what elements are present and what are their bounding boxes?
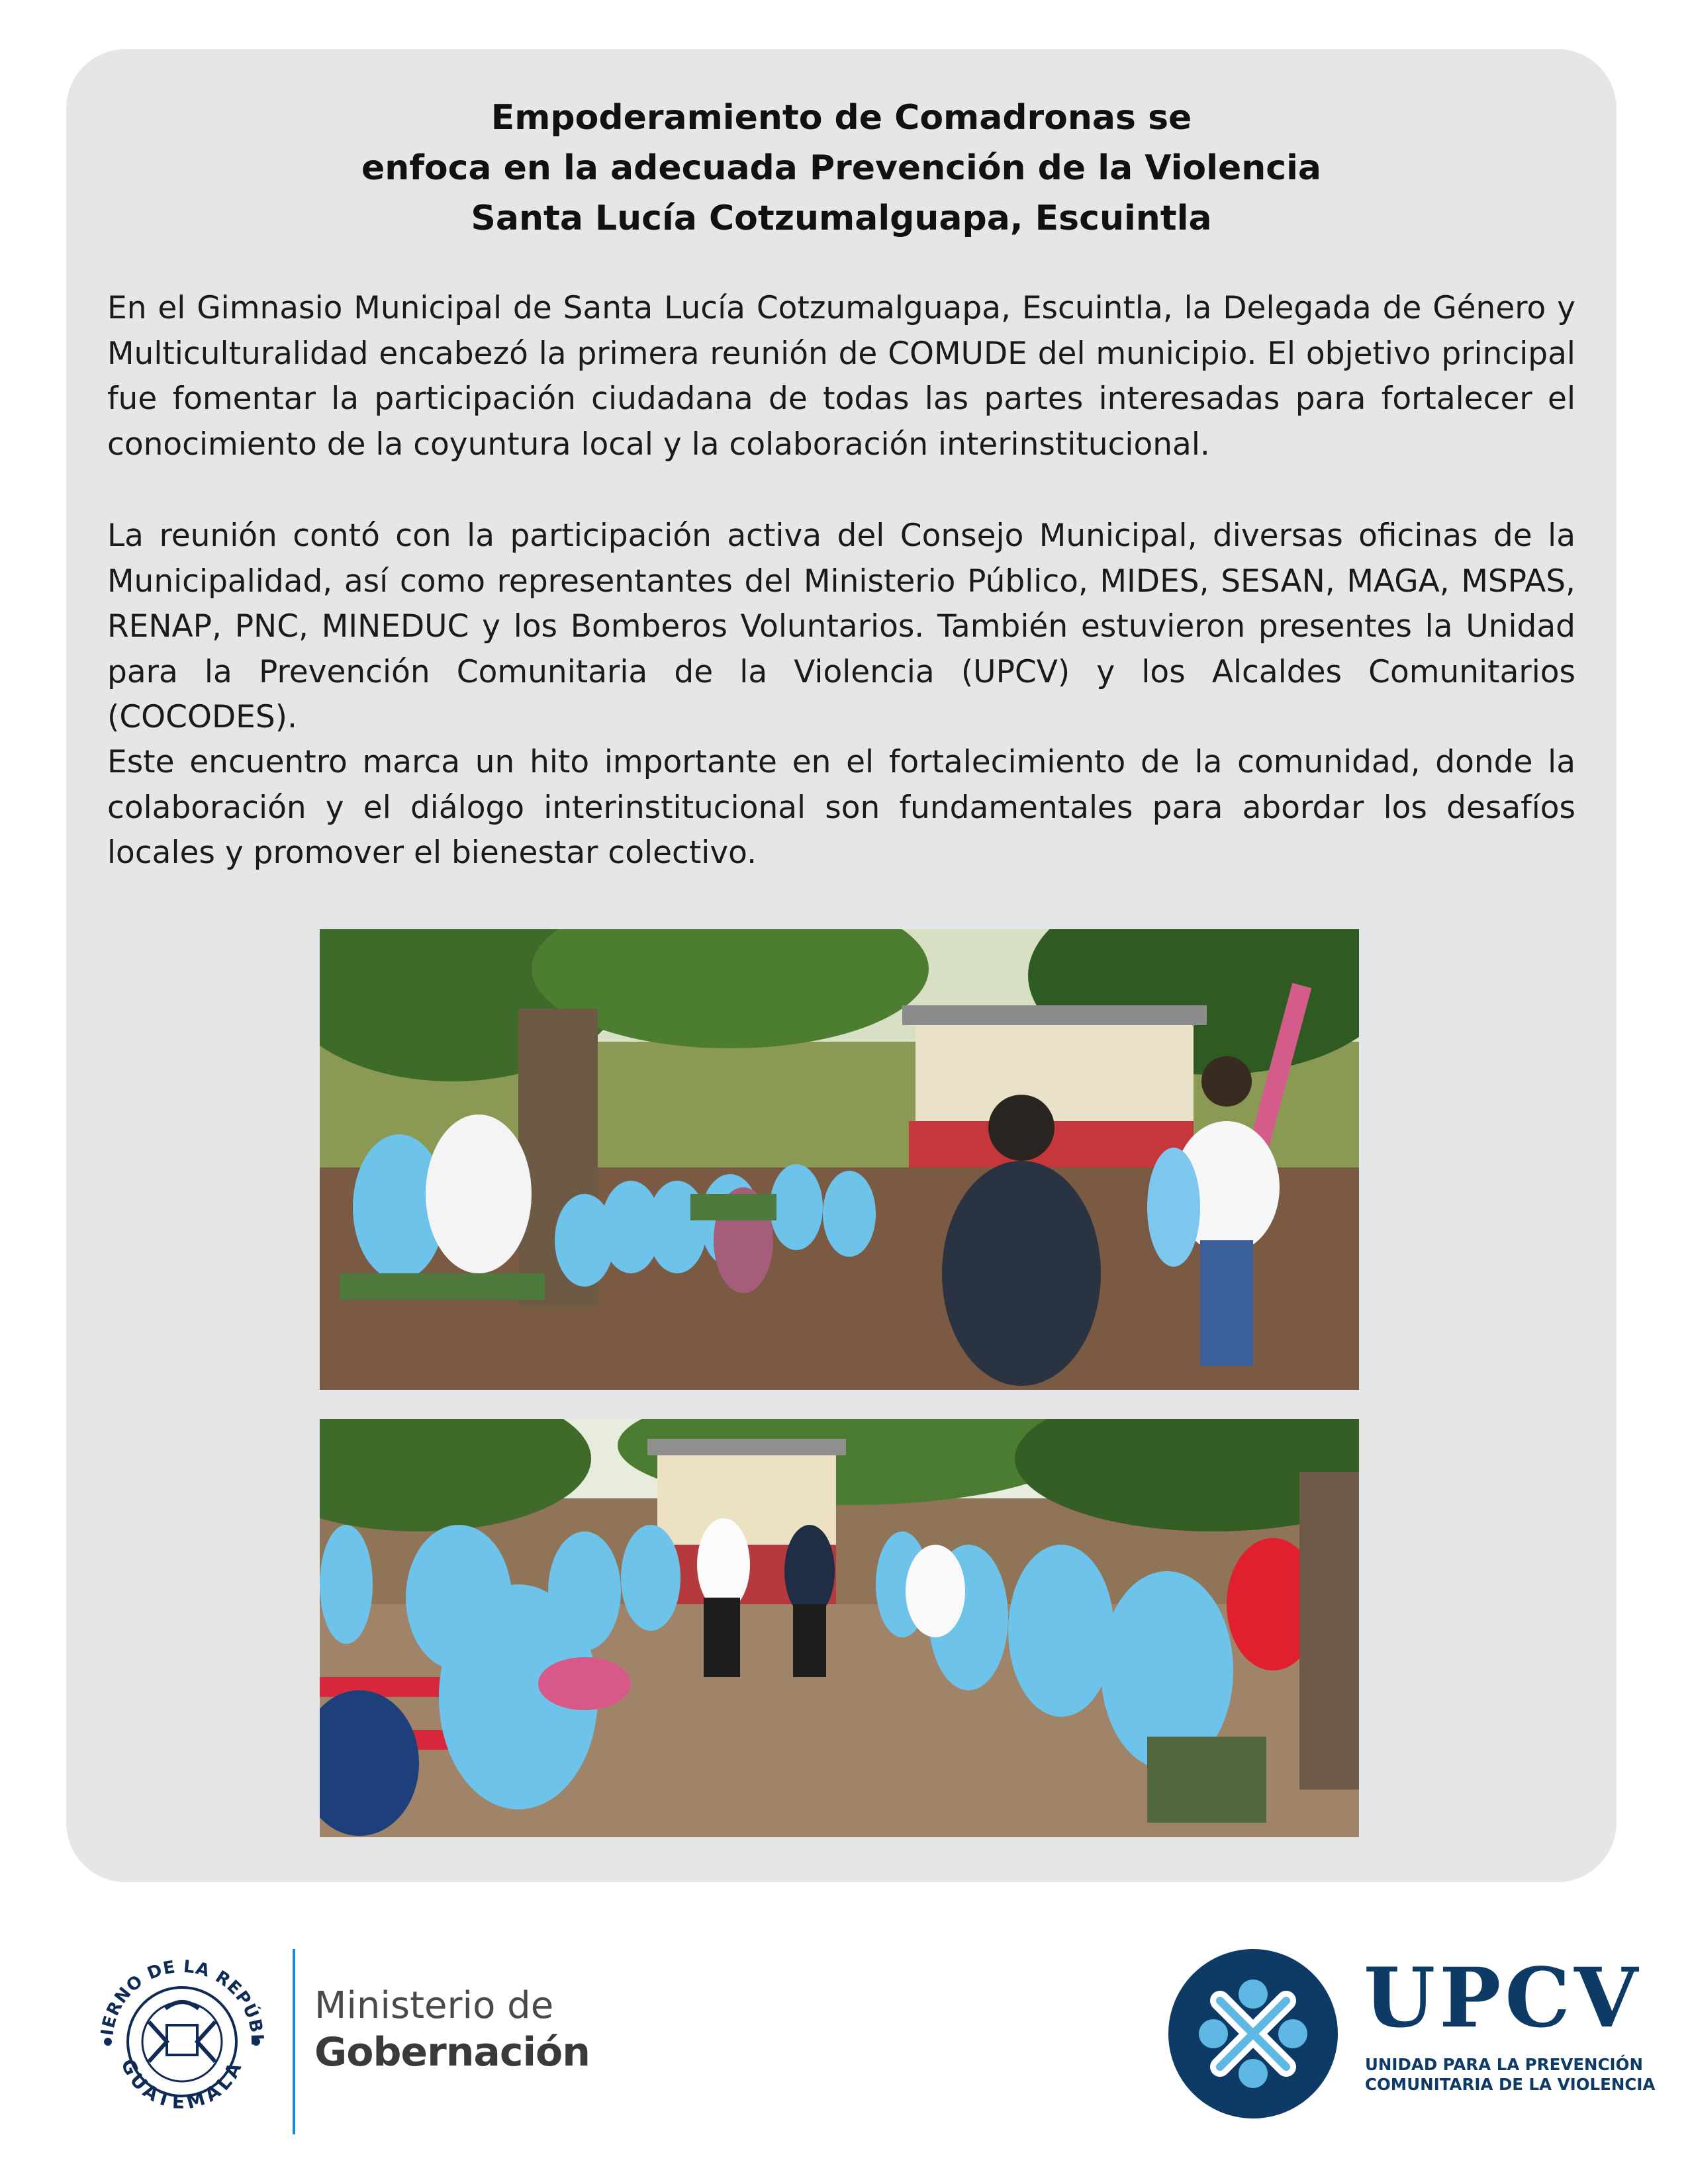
upcv-name: UPCV [1364,1950,1642,2046]
paragraph-conclusion: Este encuentro marca un hito importante en el fortalecimiento de la comunidad, donde la colaboración y el diálogo interinstitucional son fundamentales para abordar los desafíos locales y promover el bienestar colectivo. [107,744,1575,871]
title-line-2: enfoca en la adecuada Prevención de la Violencia [361,148,1322,188]
svg-text:GUATEMALA: GUATEMALA [117,2056,248,2114]
gobierno-seal-logo [86,1942,278,2134]
ministry-name-line-2: Gobernación [314,2029,590,2075]
meeting-photo-1 [320,929,1359,1390]
footer-divider [293,1949,295,2134]
paragraph-participants: La reunión contó con la participación activa del Consejo Municipal, diversas oficinas de la Municipalidad, así como representantes del Ministerio Público, MIDES, SESAN, MAGA, MSPAS, RENAP, PNC, MINEDUC y los Bomberos Voluntarios. También estuvieron presentes la Unidad para la Prevención Comunitaria de la Violencia (UPCV) y los Alcaldes Comunitarios (COCODES). [107,518,1575,735]
title-line-3: Santa Lucía Cotzumalguapa, Escuintla [471,199,1212,238]
meeting-photo-2 [320,1419,1359,1837]
upcv-subtitle-line-2: COMUNITARIA DE LA VIOLENCIA [1365,2075,1656,2094]
ministry-name-line-1: Ministerio de [314,1984,554,2027]
article-title [106,93,1577,244]
upcv-subtitle-line-1: UNIDAD PARA LA PREVENCIÓN [1365,2055,1643,2074]
svg-text:GOBIERNO DE LA REPÚBLICA: IERNO DE LA REPÚBL [97,1956,267,2046]
upcv-logo [1167,1948,1339,2120]
paragraph-intro: En el Gimnasio Municipal de Santa Lucía Cotzumalguapa, Escuintla, la Delegada de Género y Multiculturalidad encabezó la primera reunión de COMUDE del municipio. El objetivo principal fue fomentar la participación ciudadana de todas las partes interesadas para fortalecer el conocimiento de la coyuntura local y la colaboración interinstitucional. [107,290,1575,463]
title-line-1: Empoderamiento de Comadronas se [491,98,1192,138]
upcv-subtitle [1365,2055,1655,2095]
